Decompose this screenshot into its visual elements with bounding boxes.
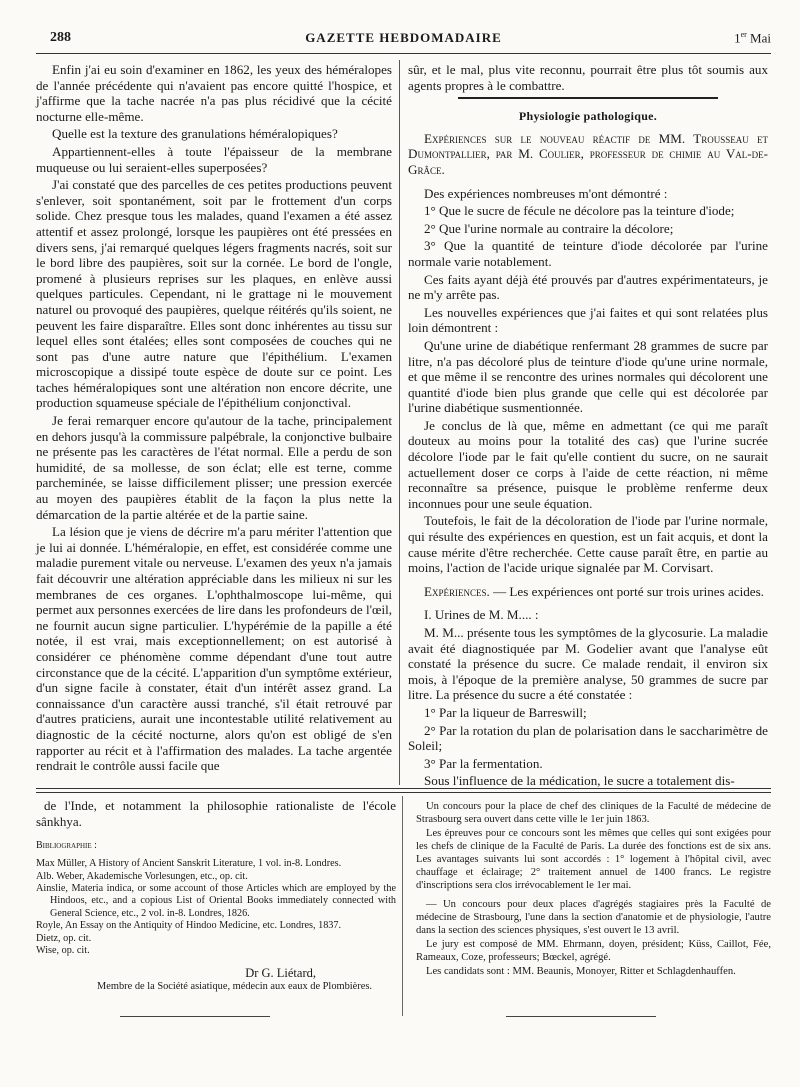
paragraph: 3° Par la fermentation. (424, 755, 543, 771)
paragraph: sûr, et le mal, plus vite reconnu, pourrait être plus tôt soumis aux agents propres à le combattre. (408, 62, 768, 93)
author-title: Membre de la Société asiatique, médecin aux eaux de Plombières. (97, 981, 372, 993)
author-signature: Dr G. Liétard, (245, 966, 316, 981)
paragraph: Des expériences nombreuses m'ont démontré : (424, 185, 668, 201)
header-rule (36, 53, 771, 54)
experiences-label: Expériences. (424, 583, 490, 599)
reference: Wise, op. cit. (36, 945, 90, 957)
paragraph: de l'Inde, et notamment la philosophie rationaliste de l'école sânkhya. (36, 798, 396, 829)
section-rule (458, 97, 718, 99)
reference: Ainslie, Materia indica, or some account of those Articles which are employed by the Hindoos, etc., and a copious List of Oriental Books immediately connected with General Science, etc., 2 vol. in-8. Londres, 1826. (36, 883, 396, 919)
paragraph: 1° Par la liqueur de Barreswill; (424, 704, 587, 720)
journal-page (36, 0, 771, 1087)
news-item: Un concours pour la place de chef des cliniques de la Faculté de médecine de Strasbourg sera ouvert dans cette ville le 1er juin 1863. (416, 801, 771, 825)
paragraph: 1° Que le sucre de fécule ne décolore pas la teinture d'iode; (424, 203, 735, 219)
page-number: 288 (50, 30, 71, 45)
paragraph: Je ferai remarquer encore qu'autour de la tache, principalement en dehors jusqu'à la commissure palpébrale, la conjonctive bulbaire ne présente pas les caractères de l'état normal. Elle a perdu de son humidité, de sa mollesse, de son éclat; elle est terne, comme parcheminée, se laisse difficilement plisser; une pression exercée au moyen des paupières établit de la façon la plus nette la démarcation de la partie altérée et de la partie saine. (36, 413, 392, 522)
paragraph: La lésion que je viens de décrire m'a paru mériter l'attention que je lui ai donnée. L'héméralopie, en effet, est considérée comme une maladie purement vitale ou nerveuse. L'examen des yeux n'a jamais fait découvrir une altération appréciable dans les milieux ni sur les membranes de ces organes. L'ophthalmoscope lui-même, qui permet aux personnes exercées de lire dans les profondeurs de l'œil, ne fournit aucun signe particulier. L'hypérémie de la papille a été notée, il est vrai, mais exceptionnellement; on est autorisé à considérer ce phénomène comme dépendant d'une tout autre circonstance que de la cécité. L'apparition d'un symptôme extérieur, d'un signe facile à constater, était d'un intérêt assez grand. La connaissance d'un caractère aussi tranché, s'il était retrouvé par d'autres praticiens, aurait une incontestable utilité relativement au diagnostic de la cécité nocturne, alors qu'on est obligé de s'en rapporter au récit et à l'affirmation des malades. La tache argentée rendrait le contrôle aussi facile que (36, 524, 392, 774)
reference: Dietz, op. cit. (36, 932, 92, 944)
feuilleton-rule (36, 788, 771, 789)
paragraph: Toutefois, le fait de la décoloration de l'iode par l'urine normale, qui résulte des expériences en question, est un fait acquis, et dont la cause mérite d'être recherchée. Cette cause paraît être, en partie au moins, l'action de l'acide urique signalée par M. Corvisart. (408, 513, 768, 576)
column-divider (399, 60, 400, 785)
paragraph: M. M... présente tous les symptômes de la glycosurie. La maladie avait été diagnostiquée par M. Godelier avant que l'analyse eût constaté la présence du sucre. Ce malade rendait, il environ six mois, à l'époque de la première analyse, 50 grammes de sucre par litre. La présence du sucre a été constatée : (408, 625, 768, 703)
paragraph: 3° Que la quantité de teinture d'iode décolorée par l'urine normale varie notablement. (408, 238, 768, 269)
feuilleton-right (416, 800, 771, 978)
paragraph: I. Urines de M. M.... : (424, 607, 539, 623)
paragraph: Enfin j'ai eu soin d'examiner en 1862, les yeux des héméralopes de l'année précédente qui n'avaient pas encore quitté l'hospice, et j'affirme que la tache nacrée n'a pas plus récidivé que la cécité nocturne elle-même. (36, 62, 392, 124)
section-title: Physiologie pathologique. (518, 109, 658, 124)
paragraph: 2° Que l'urine normale au contraire la décolore; (424, 220, 674, 236)
right-column (408, 62, 768, 789)
feuilleton-rule (36, 792, 771, 793)
news-item: — Un concours pour deux places d'agrégés stagiaires près la Faculté de médecine de Strasbourg, l'une dans la section d'anatomie et de physiologie, l'autre dans la section des sciences physiques, s'est ouvert le 13 avril. (416, 899, 771, 936)
news-item: Le jury est composé de MM. Ehrmann, doyen, président; Küss, Caillot, Fée, Rameaux, Coze, professeurs; Bœckel, agrégé. (416, 939, 771, 963)
paragraph: Quelle est la texture des granulations héméralopiques? (52, 126, 338, 142)
paragraph: Appartiennent-elles à toute l'épaisseur de la membrane muqueuse ou lui seraient-elles superposées? (36, 143, 392, 175)
news-item: Les candidats sont : MM. Beaunis, Monoyer, Ritter et Schlagdenhauffen. (426, 966, 736, 977)
bibliography-label: Bibliographie : (36, 840, 97, 852)
paragraph: Je conclus de là que, même en admettant (ce qui me paraît douteux au moins pour la totalité des cas) que l'urine sucrée décolore l'iode par le fait qu'elle contient du sucre, on ne saurait actuellement doser ce corps à l'aide de cette réaction, ni même reconnaître sa présence, puisque le problème renferme deux inconnues pour une seule équation. (408, 417, 768, 511)
reference: Max Müller, A History of Ancient Sanskrit Literature, 1 vol. in-8. Londres. (36, 858, 342, 870)
paragraph: Qu'une urine de diabétique renfermant 28 grammes de sucre par litre, n'a pas décoloré plus de teinture d'iode qu'une urine normale, et que même il se rencontre des urines normales qui décolorent une quantité d'iode bien plus grande que celle qui est décolorée par l'urine diabétique susmentionnée. (408, 337, 768, 416)
paragraph: 2° Par la rotation du plan de polarisation dans le saccharimètre de Soleil; (408, 722, 768, 754)
paragraph: Les nouvelles expériences que j'ai faites et qui sont relatées plus loin démontrent : (408, 304, 768, 336)
end-rule (506, 1016, 656, 1017)
experiences-paragraph: Expériences. — Les expériences ont porté sur trois urines acides. (424, 583, 764, 599)
paragraph: Sous l'influence de la médication, le sucre a totalement dis- (424, 773, 735, 789)
end-rule (120, 1016, 270, 1017)
article-heading: Expériences sur le nouveau réactif de MM. Trousseau et Dumontpallier, par M. Coulier, professeur de chimie au Val-de-Grâce. (408, 130, 768, 177)
paragraph: J'ai constaté que des parcelles de ces petites productions peuvent s'enlever, soit spontanément, soit par le frottement d'un corps solide. Chez presque tous les malades, quand l'examen a été assez attentif et assez prolongé, lorsque les paupières ont été pressées en divers sens, j'ai remarqué quelques légers fragments nacrés, soit sur le bord libre des paupières, soit sur la cornée. Le bord de l'ongle, promené à plusieurs reprises sur les plaques, en enlève aussi quelques particules. Cependant, ni le grattage ni le mouvement naturel ou provoqué des paupières, quelque réitérés qu'ils soient, ne peuvent les faire disparaître. Elles sont donc inhérentes au tissu sur lequel elles sont étalées; elles sont composées de couches qui ne sont pas d'une autre nature que l'épithélium. L'examen microscopique a dissipé toute espèce de doute sur ce point. Les taches héméralopiques sont une altération non encore décrite, une production squameuse spéciale de l'épithélium conjonctival. (36, 177, 392, 411)
paragraph: Ces faits ayant déjà été prouvés par d'autres expérimentateurs, je ne m'y arrête pas. (408, 271, 768, 303)
feuilleton-left (36, 798, 396, 993)
news-item: Les épreuves pour ce concours sont les mêmes que celles qui sont exigées pour les chefs de clinique de la Faculté de Paris. La durée des fonctions est de six ans. Les avantages suivants lui sont accordés : 1° logement à l'hôpital civil, avec chauffage et éclairage; 2° traitement annuel de 1400 francs. Le registre d'inscriptions sera clos irrévocablement le 1er mai. (416, 828, 771, 891)
left-column (36, 62, 392, 774)
page-header (36, 30, 771, 52)
reference: Alb. Weber, Akademische Vorlesungen, etc., op. cit. (36, 870, 248, 882)
reference: Royle, An Essay on the Antiquity of Hindoo Medicine, etc. Londres, 1837. (36, 920, 342, 932)
issue-date: 1er Mai (734, 30, 771, 46)
feuilleton-divider (402, 796, 403, 1016)
journal-title: GAZETTE HEBDOMADAIRE (305, 30, 502, 45)
